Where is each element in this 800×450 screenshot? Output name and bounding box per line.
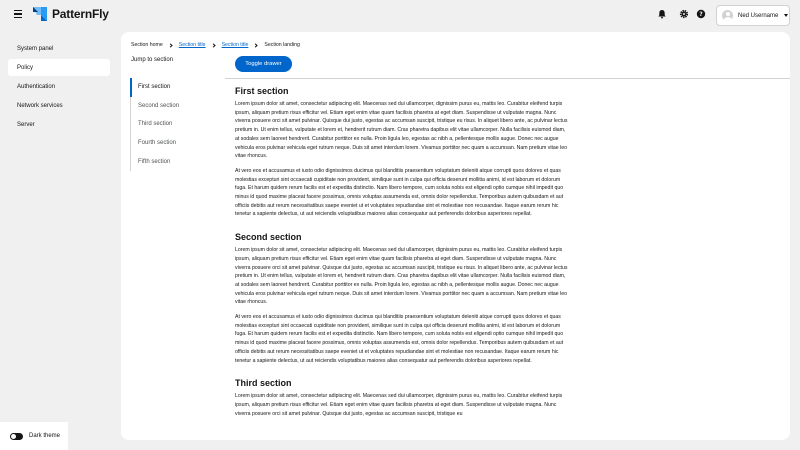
chevron-right-icon — [254, 43, 258, 47]
dark-theme-toggle-area — [0, 422, 68, 450]
sidebar-item-server[interactable]: Server — [17, 121, 35, 128]
chevron-right-icon — [168, 43, 172, 47]
bell-icon[interactable] — [657, 9, 667, 19]
patternfly-logo-icon — [32, 6, 48, 22]
section-paragraph: At vero eos et accusamus et iusto odio dignissimos ducimus qui blanditiis praesentium voluptatum deleniti atque corrupti quos dolores et quas molestias excepturi sint occaecati cupiditate non provident, similique sunt in culpa qui officia deserunt mollitia animi, id est laborum et dolorum fuga. Et harum quidem rerum facilis est et expedita distinctio. Nam libero tempore, cum soluta nobis est eligendi optio cumque nihil impedit quo minus id quod maxime placeat facere possimus, omnis voluptas assumenda est, omnis dolor repellendus. Temporibus autem quibusdam et aut officiis debitis aut rerum necessitatibus saepe eveniet ut et voluptates repudiandae sint et molestiae non recusandae. Itaque earum rerum hic tenetur a sapiente delectus, ut aut reiciendis voluptatibus maiores alias consequatur aut perferendis doloribus asperiores repellat. — [235, 167, 564, 218]
dark-theme-switch[interactable] — [10, 433, 23, 440]
section-heading: First section — [235, 86, 289, 96]
breadcrumb-item-home: Section home — [131, 42, 163, 48]
sidebar-item-authentication[interactable]: Authentication — [17, 83, 56, 90]
jump-links-list — [130, 78, 192, 171]
user-dropdown[interactable] — [716, 5, 790, 26]
masthead — [0, 0, 800, 30]
breadcrumb-link-section-title-1[interactable]: Section title — [178, 42, 206, 48]
sidebar-item-system-panel[interactable]: System panel — [17, 45, 54, 52]
brand[interactable] — [32, 6, 109, 22]
dark-theme-label: Dark theme — [29, 433, 61, 439]
breadcrumb-item-current: Section landing — [264, 42, 300, 48]
section-paragraph: At vero eos et accusamus et iusto odio dignissimos ducimus qui blanditiis praesentium voluptatum deleniti atque corrupti quos dolores et quas molestias excepturi sint occaecati cupiditate non provident, similique sunt in culpa qui officia deserunt mollitia animi, id est laborum et dolorum fuga. Et harum quidem rerum facilis est et expedita distinctio. Nam libero tempore, cum soluta nobis est eligendi optio cumque nihil impedit quo minus id quod maxime placeat facere possimus, omnis voluptas assumenda est, omnis dolor repellendus. Temporibus autem quibusdam et aut officiis debitis aut rerum necessitatibus saepe eveniet ut et voluptates repudiandae sint et molestiae non recusandae. Itaque earum rerum hic tenetur a sapiente delectus, ut aut reiciendis voluptatibus maiores alias consequatur aut perferendis doloribus asperiores repellat. — [235, 314, 564, 364]
help-icon[interactable] — [696, 9, 706, 19]
content-area — [235, 85, 570, 430]
main-panel — [121, 32, 790, 440]
avatar — [722, 10, 733, 21]
breadcrumb — [131, 42, 300, 48]
hamburger-menu-icon[interactable] — [14, 10, 22, 18]
section-paragraph: Lorem ipsum dolor sit amet, consectetur adipiscing elit. Maecenas sed dui ullamcorper, dignissim purus eu, mattis leo. Curabitur eleifend turpis ipsum, aliquam pretium risus efficitur vel. Etiam eget enim vitae quam facilisis pharetra at eget diam. Suspendisse ut vulputate magna. Nunc viverra posuere orci sit amet pulvinar. Quisque dui justo, egestas ac accumsan suscipit, tristique eu — [235, 393, 563, 417]
divider — [225, 78, 790, 79]
jump-link-fourth-section[interactable]: Fourth section — [138, 140, 177, 147]
jump-link-fifth-section[interactable]: Fifth section — [138, 158, 171, 165]
brand-name: PatternFly — [52, 7, 109, 21]
jump-links-title: Jump to section — [131, 57, 174, 63]
section-paragraph: Lorem ipsum dolor sit amet, consectetur adipiscing elit. Maecenas sed dui ullamcorper, dignissim purus eu, mattis leo. Curabitur eleifend turpis ipsum, aliquam pretium risus efficitur vel. Etiam eget enim vitae quam facilisis pharetra at eget diam. Suspendisse ut vulputate magna. Nunc viverra posuere orci sit amet pulvinar. Quisque dui justo, egestas ac accumsan suscipit, tristique eu risus. In aliquet libero ante, ac pulvinar lectus pretium in. Ut enim tellus, vulputate et lorem et, hendrerit rutrum diam. Cras pharetra dapibus elit vitae ullamcorper. Nulla facilisis euismod diam, at sodales sem laoreet hendrerit. Curabitur porttitor ex nulla. Proin ligula leo, egestas ac nibh a, pellentesque mollis augue. Donec nec augue vehicula eros pulvinar vehicula eget rutrum neque. Duis sit amet interdum lorem. Vivamus porttitor nec quam a accumsan. Nam pretium vitae leo vitae rhoncus. — [235, 247, 568, 306]
caret-down-icon — [784, 14, 788, 17]
sidebar-nav — [0, 40, 118, 135]
gear-icon[interactable] — [679, 9, 689, 19]
section-first — [235, 85, 570, 219]
section-heading: Third section — [235, 378, 292, 389]
section-heading: Second section — [235, 232, 302, 243]
jump-link-second-section[interactable]: Second section — [138, 102, 180, 109]
section-second — [235, 231, 570, 365]
user-name: Ned Username — [738, 12, 779, 19]
chevron-right-icon — [211, 43, 215, 47]
svg-text:?: ? — [699, 11, 703, 19]
sidebar-item-network-services[interactable]: Network services — [17, 102, 63, 109]
section-third — [235, 377, 570, 418]
sidebar-item-policy[interactable]: Policy — [8, 59, 110, 76]
jump-link-first-section[interactable]: First section — [131, 78, 192, 97]
toggle-drawer-button[interactable]: Toggle drawer — [235, 56, 292, 72]
breadcrumb-link-section-title-2[interactable]: Section title — [221, 42, 249, 48]
section-paragraph: Lorem ipsum dolor sit amet, consectetur adipiscing elit. Maecenas sed dui ullamcorper, dignissim purus eu, mattis leo. Curabitur eleifend turpis ipsum, aliquam pretium risus efficitur vel. Etiam eget enim vitae quam facilisis pharetra at eget diam. Suspendisse ut vulputate magna. Nunc viverra posuere orci sit amet pulvinar. Quisque dui justo, egestas ac accumsan suscipit, tristique eu risus. In aliquet libero ante, ac pulvinar lectus pretium in. Ut enim tellus, vulputate et lorem et, hendrerit rutrum diam. Cras pharetra dapibus elit vitae ullamcorper. Nulla facilisis euismod diam, at sodales sem laoreet hendrerit. Curabitur porttitor ex nulla. Proin ligula leo, egestas ac nibh a, pellentesque mollis augue. Donec nec augue vehicula eros pulvinar vehicula eget rutrum neque. Duis sit amet interdum lorem. Vivamus porttitor nec quam a accumsan. Nam pretium vitae leo vitae rhoncus. — [235, 101, 568, 160]
jump-link-third-section[interactable]: Third section — [138, 121, 173, 128]
